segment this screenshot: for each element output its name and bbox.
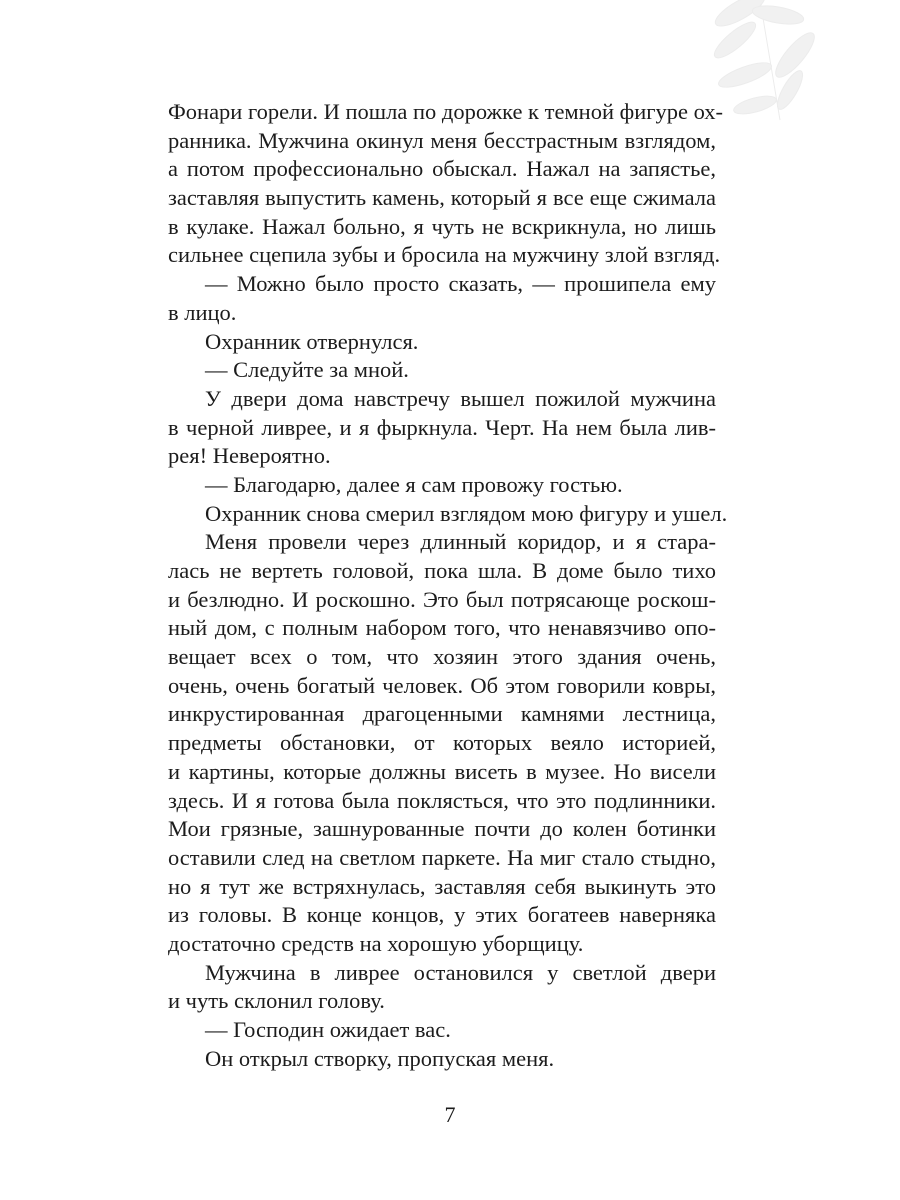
text-line: а потом профессионально обыскал. Нажал на запястье, xyxy=(168,156,716,182)
text-line: достаточно средств на хорошую уборщицу. xyxy=(168,930,584,956)
text-line: Меня провели через длинный коридор, и я стара- xyxy=(205,529,716,555)
text-line: лась не вертеть головой, пока шла. В доме было тихо xyxy=(168,558,716,583)
text-line: в лицо. xyxy=(168,299,237,325)
text-line: У двери дома навстречу вышел пожилой мужчина xyxy=(205,385,716,411)
text-line: — Можно было просто сказать, — прошипела ему xyxy=(205,271,716,297)
text-line: инкрустированная драгоценными камнями лестница, xyxy=(168,701,716,727)
text-line: заставляя выпустить камень, который я все еще сжимала xyxy=(168,185,716,211)
text-line: Фонари горели. И пошла по дорожке к темной фигуре ох- xyxy=(168,99,724,124)
leaf-ornament-icon xyxy=(700,0,900,130)
text-line: оставили след на светлом паркете. На миг стало стыдно, xyxy=(168,844,716,870)
text-line: в кулаке. Нажал больно, я чуть не вскрикнула, но лишь xyxy=(168,213,716,239)
text-line: предметы обстановки, от которых веяло историей, xyxy=(168,730,716,756)
text-line: здесь. И я готова была поклясться, что это подлинники. xyxy=(168,787,716,813)
page-number: 7 xyxy=(444,1102,456,1127)
body-text xyxy=(168,98,728,1073)
text-line: в черной ливрее, и я фыркнула. Черт. На нем была лив- xyxy=(168,414,716,440)
text-line: — Благодарю, далее я сам провожу гостью. xyxy=(205,471,623,497)
text-line: — Господин ожидает вас. xyxy=(205,1017,451,1042)
text-line: вещает всех о том, что хозяин этого здания очень, xyxy=(168,644,716,670)
text-line: Охранник снова смерил взглядом мою фигуру и ушел. xyxy=(205,500,728,526)
text-line: и картины, которые должны висеть в музее. Но висели xyxy=(168,758,716,784)
text-line: сильнее сцепила зубы и бросила на мужчину злой взгляд. xyxy=(168,242,721,268)
text-line: очень, очень богатый человек. Об этом говорили ковры, xyxy=(168,672,716,698)
text-line: из головы. В конце концов, у этих богатеев наверняка xyxy=(168,902,716,928)
text-line: ранника. Мужчина окинул меня бесстрастным взглядом, xyxy=(168,127,716,153)
text-line: Мужчина в ливрее остановился у светлой двери xyxy=(205,959,716,985)
text-line: Мои грязные, зашнурованные почти до колен ботинки xyxy=(168,816,716,842)
text-line: и чуть склонил голову. xyxy=(168,988,385,1014)
text-line: ный дом, с полным набором того, что ненавязчиво опо- xyxy=(168,615,716,641)
text-line: и безлюдно. И роскошно. Это был потрясающе роскош- xyxy=(168,586,716,612)
text-line: рея! Невероятно. xyxy=(168,443,331,469)
text-line: — Следуйте за мной. xyxy=(205,357,409,383)
text-line: Он открыл створку, пропуская меня. xyxy=(205,1045,555,1071)
text-line: Охранник отвернулся. xyxy=(205,328,419,354)
text-line: но я тут же встряхнулась, заставляя себя выкинуть это xyxy=(168,873,716,899)
